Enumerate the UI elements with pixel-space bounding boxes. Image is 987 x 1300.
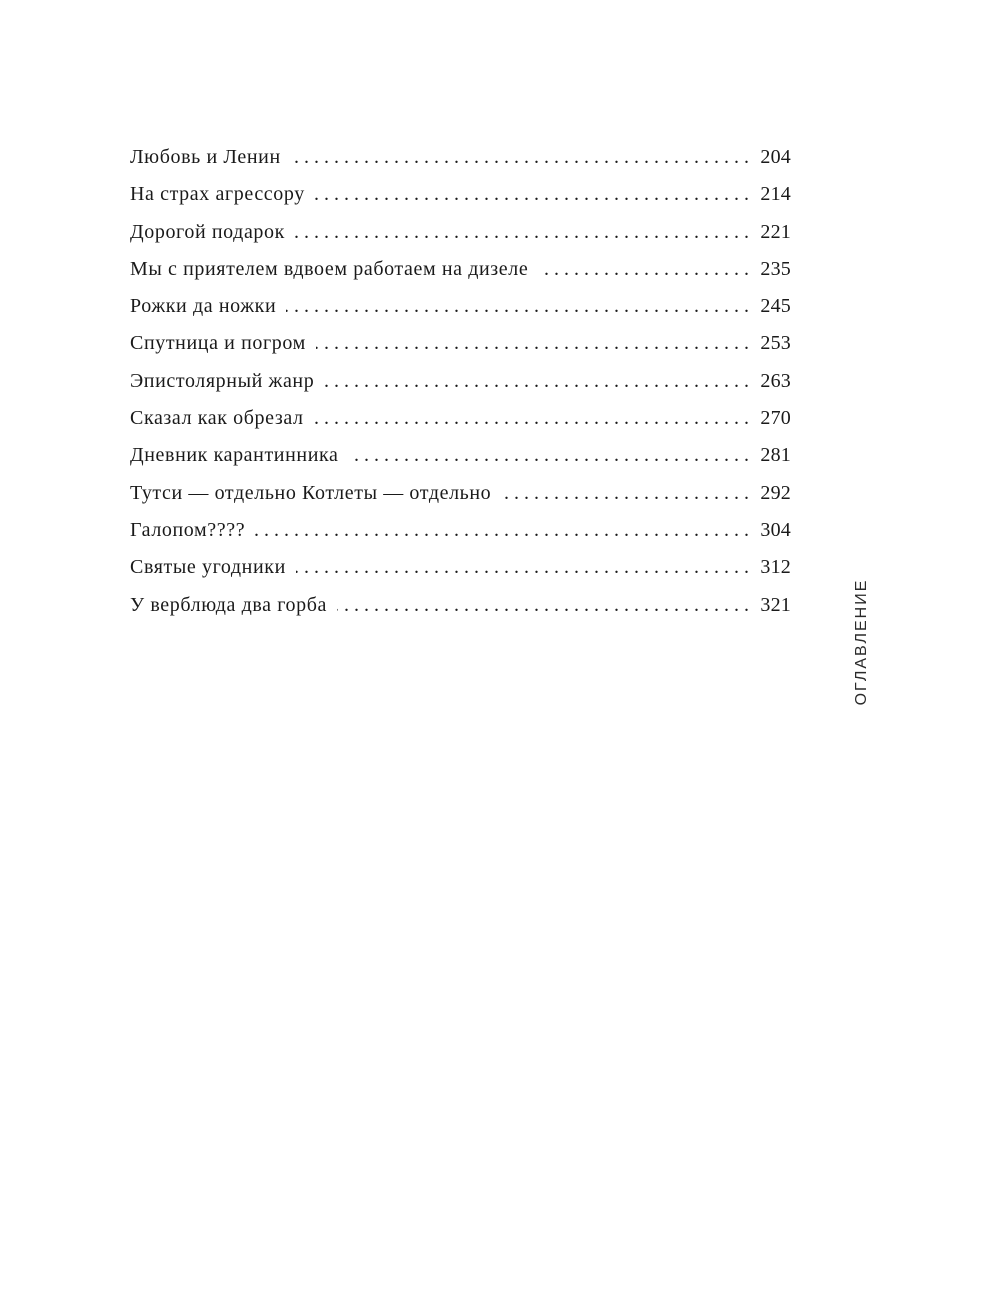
toc-entry-page: 221 [760,220,791,243]
toc-entry-page: 292 [760,481,791,504]
toc-dot-leader [255,512,749,549]
toc-entry-page: 253 [760,332,791,355]
toc-entry-page: 245 [760,295,791,318]
toc-entry-title: Спутница и погром [130,332,306,355]
toc-entry [130,139,791,176]
toc-entry [130,176,791,213]
toc-dot-leader [315,176,749,213]
toc-entry-title: На страх агрессору [130,183,305,206]
table-of-contents [130,139,791,624]
toc-dot-leader [337,587,749,624]
toc-entry-page: 214 [760,183,791,206]
toc-entry-page: 235 [760,257,791,280]
toc-entry-title: Тутси — отдельно Котлеты — отдельно [130,481,492,504]
toc-entry-page: 281 [760,444,791,467]
toc-entry [130,251,791,288]
running-head: ОГЛАВЛЕНИЕ [853,578,870,706]
toc-entry-page: 204 [760,146,791,168]
toc-entry [130,325,791,362]
toc-entry-title: Дорогой подарок [130,220,285,243]
toc-entry [130,363,791,400]
toc-entry [130,214,791,251]
toc-entry-page: 321 [760,593,791,616]
toc-entry-page: 270 [760,407,791,430]
toc-entry-title: Мы с приятелем вдвоем работаем на дизеле [130,257,529,280]
toc-dot-leader [286,288,749,325]
toc-entry-title: Эпистолярный жанр [130,369,315,392]
toc-dot-leader [324,363,749,400]
toc-entry-title: Святые угодники [130,556,286,579]
toc-dot-leader [314,400,749,437]
toc-entry-page: 304 [760,518,791,541]
toc-dot-leader [316,325,749,362]
toc-entry-page: 312 [760,556,791,579]
toc-dot-leader [538,251,749,288]
toc-dot-leader [291,139,749,176]
toc-entry-title: Рожки да ножки [130,295,277,318]
toc-entry [130,512,791,549]
toc-entry-title: Галопом???? [130,518,246,541]
toc-entry-page: 263 [760,369,791,392]
toc-entry-title: Любовь и Ленин [130,146,281,168]
toc-entry-title: Дневник карантинника [130,444,339,467]
toc-entry [130,400,791,437]
toc-entry [130,437,791,474]
toc-entry-title: Сказал как обрезал [130,407,304,430]
toc-entry [130,288,791,325]
toc-dot-leader [501,475,749,512]
toc-entry-title: У верблюда два горба [130,593,327,616]
toc-dot-leader [295,214,749,251]
toc-entry [130,587,791,624]
toc-dot-leader [349,437,749,474]
toc-dot-leader [296,549,749,586]
toc-entry [130,549,791,586]
toc-entry [130,475,791,512]
